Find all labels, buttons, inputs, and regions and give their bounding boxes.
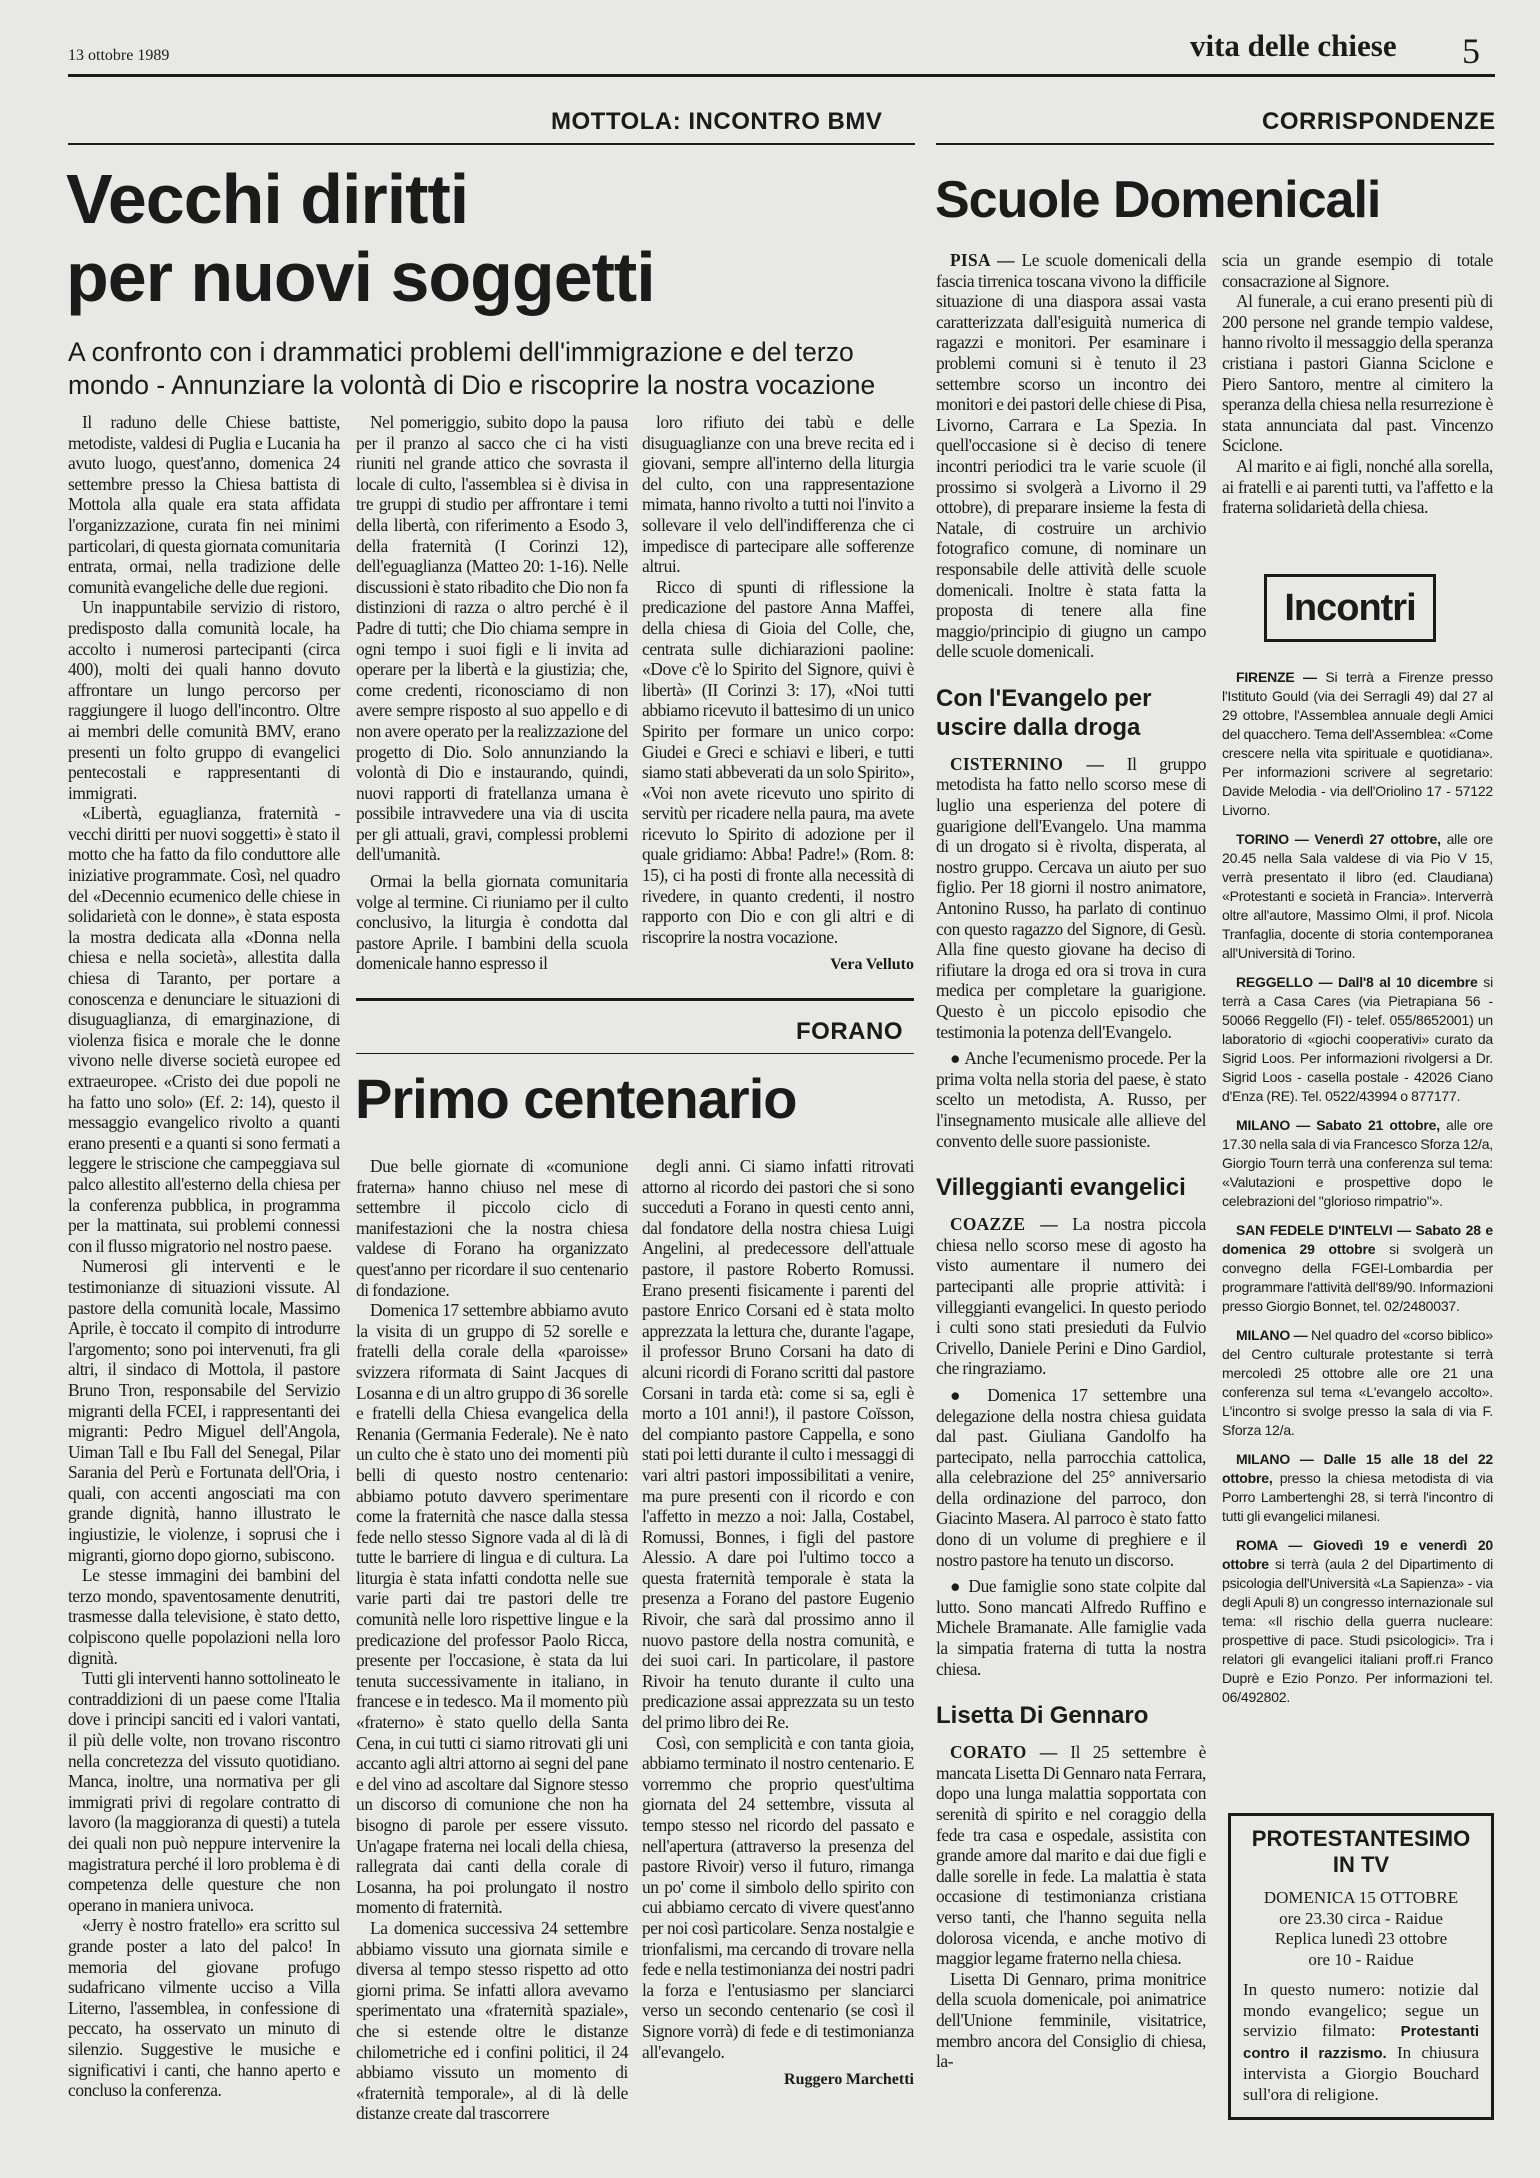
headline-vecchi-diritti bbox=[66, 160, 655, 316]
headline-evangelo-droga: Con l'Evangelo per uscire dalla droga bbox=[936, 684, 1152, 741]
paragraph: PISA — Le scuole domenicali della fascia tirrenica toscana vivono la difficile situazione di una diaspora assai vasta caratterizzata dall'esiguità numerica di ragazzi e monitori. Per esaminare i problemi comuni si è tenuto il 23 settembre scorso un incontro dei monitori e dei pastori delle chiese di Pisa, Livorno, Carrara e La Spezia. In quell'occasione si è deciso di tenere incontri periodici tra le varie scuole (il prossimo si svolgerà a Livorno il 29 ottobre), di preparare insieme la festa di Natale, di costruire un archivio fotografico comune, di nominare un responsabile delle attività delle scuole domenicali. Inoltre è stata fatta la proposta di tenere alla fine maggio/principio di giugno un campo delle scuole domenicali. bbox=[936, 250, 1206, 662]
tv-description: In questo numero: notizie dal mondo evangelico; segue un servizio filmato: Protestanti contro il razzismo. In chiusura intervista a Giorgio Bouchard sull'ora di religione. bbox=[1243, 1980, 1479, 2104]
article2-column-2 bbox=[642, 1156, 914, 2091]
paper-name: vita delle chiese bbox=[1190, 28, 1397, 63]
masthead-rule bbox=[68, 74, 1495, 77]
author-signature: Ruggero Marchetti bbox=[784, 2071, 914, 2089]
dateline: CORATO — bbox=[950, 1742, 1058, 1763]
section-rule-right bbox=[936, 143, 1494, 145]
paragraph: Il raduno delle Chiese battiste, metodiste, valdesi di Puglia e Lucania ha avuto luogo, quest'anno, domenica 24 settembre presso la Chiesa battista di Mottola alla quale era stata affidata l'organizzazione, curata fin nei minimi particolari, di questa giornata comunitaria entrata, ormai, nella tradizione delle comunità evangeliche delle due regioni. bbox=[68, 412, 340, 597]
paragraph: loro rifiuto dei tabù e delle disuguaglianze con una breve recita ed i giovani, sempre all'interno della liturgia del culto, con una rappresentazione mimata, hanno rivolto a tutti noi l'invito a sollevare il velo dell'indifferenza che ci impedisce di partecipare alle sofferenze altrui. bbox=[642, 412, 914, 577]
headline-scuole-domenicali: Scuole Domenicali bbox=[935, 171, 1381, 229]
article1-column-3 bbox=[642, 412, 914, 976]
paragraph: Al funerale, a cui erano presenti più di 200 persone nel grande tempio valdese, hanno rivolto il messaggio della speranza cristiana i pastori Gianna Sciclone e Piero Santoro, mentre al cimitero la speranza della chiesa nella resurrezione è stata annunciata dal past. Vincenzo Sciclone. bbox=[1222, 291, 1493, 456]
article1-column-2 bbox=[356, 412, 628, 974]
paragraph: ● Due famiglie sono state colpite dal lutto. Sono mancati Alfredo Ruffino e Michele Bramanate. Alle famiglie vada la simpatia fraterna di tutta la nostra chiesa. bbox=[936, 1576, 1206, 1679]
tv-schedule-line: DOMENICA 15 OTTOBRE bbox=[1263, 1888, 1459, 1907]
headline-primo-centenario: Primo centenario bbox=[355, 1067, 797, 1130]
paragraph: Un inappuntabile servizio di ristoro, predisposto dalla comunità locale, ha accolto i numerosi partecipanti (circa 400), molti dei quali hanno dovuto affrontare un lungo percorso per raggiungere il luogo dell'incontro. Oltre ai membri delle comunità BMV, erano presenti un folto gruppo di evangelici pentecostali e rappresentanti di immigrati. bbox=[68, 597, 340, 803]
section-label-forano: FORANO bbox=[796, 1018, 903, 1045]
headline-lisetta: Lisetta Di Gennaro bbox=[936, 1702, 1149, 1730]
list-item: SAN FEDELE D'INTELVI — Sabato 28 e domenica 29 ottobre si svolgerà un convegno della FGEI-Lombardia per programmare l'attività dell'89/90. Informazioni presso Giorgio Bonnet, tel. 02/2480037. bbox=[1222, 1222, 1493, 1314]
paragraph: Domenica 17 settembre abbiamo avuto la visita di un gruppo di 52 sorelle e fratelli della corale della «paroisse» svizzera riformata di Saint Jacques di Losanna e di un altro gruppo di 36 sorelle e fratelli della Chiesa evangelica della Renania (Germania Federale). Ne è nato un culto che è stato uno dei momenti più belli di questo nostro centenario: abbiamo potuto davvero sperimentare come la fraternità che nasce dalla stessa fede nello stesso Signore vada al di là di tutte le barriere di lingua e di cultura. La liturgia è stata infatti condotta nelle sue varie parti dai tre pastori delle tre comunità nelle loro rispettive lingue e la predicazione del professor Paolo Ricca, presente per l'occasione, è stata da lui tenuta successivamente in italiano, in francese e in tedesco. Ma il momento più «fraterno» è stato quello della Santa Cena, in cui tutti ci siamo ritrovati gli uni accanto agli altri attorno ai segni del pane e del vino ad ascoltare dal Signore stesso un discorso di comunione che non ha bisogno di parole per essere vissuto. Un'agape fraterna nei locali della chiesa, rallegrata dai canti della corale di Losanna, ha poi prolungato il nostro momento di fraternità. bbox=[356, 1300, 628, 1918]
list-item: FIRENZE — Si terrà a Firenze presso l'Istituto Gould (via dei Serragli 49) dal 27 al 29 ottobre, l'Assemblea annuale degli Amici del quacchero. Tema dell'Assemblea: «Come crescere nella vita spirituale e quotidiana». Per informazioni scrivere al segretario: Davide Melodia - via dell'Oriolino 17 - 57122 Livorno. bbox=[1222, 669, 1493, 818]
paragraph: Lisetta Di Gennaro, prima monitrice della scuola domenicale, poi animatrice dell'Unione femminile, visitatrice, membro ancora del Consiglio di chiesa, la- bbox=[936, 1968, 1206, 2072]
list-item: TORINO — Venerdì 27 ottobre, alle ore 20.45 nella Sala valdese di via Pio V 15, verrà presentato il libro (ed. Claudiana) «Protestanti e società in Francia». Interverrà oltre all'autore, Massimo Olmi, il prof. Nicola Tranfaglia, docente di storia contemporanea all'Università di Torino. bbox=[1222, 831, 1493, 961]
paragraph: Due belle giornate di «comunione fraterna» hanno chiuso nel mese di settembre il piccolo ciclo di manifestazioni che la nostra chiesa valdese di Forano ha organizzato quest'anno per ricordare il suo centenario di fondazione. bbox=[356, 1156, 628, 1300]
author-signature: Vera Velluto bbox=[830, 956, 914, 974]
paragraph: Le stesse immagini dei bambini del terzo mondo, spaventosamente denutriti, trasmesse dalla televisione, è stato detto, colpiscono quelle popolazioni nella loro dignità. bbox=[68, 1565, 340, 1668]
paragraph: «Libertà, eguaglianza, fraternità - vecchi diritti per nuovi soggetti» è stato il motto che ha fatto da filo conduttore alle iniziative programmate. Così, nel quadro del «Decennio ecumenico delle chiese in solidarietà con le donne», è stata esposta la mostra dedicata alla «Donna nella chiesa e nella società», allestita dalla chiesa di Taranto, per portare a conoscenza e denunciare le situazioni di disuguaglianza, di emarginazione, di violenza fisica e morale che le donne vivono nelle diverse società europee ed extraeuropee. «Cristo dei due popoli ne ha fatto uno solo» (Ef. 2: 14), questo il messaggio evangelico rivolto a quanti erano presenti e a quanti si sono fermati a leggere le striscione che campeggiava sul palco allestito all'esterno della chiesa per la conferenza pubblica, in programma per la mattinata, sui problemi connessi con il flusso migratorio nel nostro paese. bbox=[68, 803, 340, 1256]
paragraph: Nel pomeriggio, subito dopo la pausa per il pranzo al sacco che ci ha visti riuniti nel grande attico che sovrasta il locale di culto, l'assemblea si è divisa in tre gruppi di studio per affrontare i temi della libertà, con riferimento a Esodo 3, della fraternità (I Corinzi 12), dell'eguaglianza (Matteo 20: 1-16). Nelle discussioni è stato ribadito che Dio non fa distinzioni di razza o altro perché è il Padre di tutti; che Dio chiama sempre in ogni tempo i suoi figli e li invita ad operare per la libertà e la giustizia; che, come credenti, riconosciamo di non avere sempre risposto al suo appello e di non avere operato per la realizzazione del progetto di Dio. Solo annunziando la volontà di Dio e instaurando, quindi, nuovi rapporti di fratellanza umana è possibile intravvedere una via di uscita per gli attuali, gravi, complessi problemi dell'umanità. bbox=[356, 412, 628, 865]
list-item: MILANO — Dalle 15 alle 18 del 22 ottobre, presso la chiesa metodista di via Porro Lambertenghi 28, si terrà l'incontro di tutti gli evangelici milanesi. bbox=[1222, 1451, 1493, 1524]
tv-title: PROTESTANTESIMO IN TV bbox=[1251, 1826, 1471, 1877]
paragraph: ● Anche l'ecumenismo procede. Per la prima volta nella storia del paese, è stato scelto un metodista, A. Russo, per l'insegnamento musicale alle allieve del convento delle suore passioniste. bbox=[936, 1048, 1206, 1151]
tv-schedule-line: ore 10 - Raidue bbox=[1308, 1949, 1414, 1969]
list-item: MILANO — Sabato 21 ottobre, alle ore 17.30 nella sala di via Francesco Sforza 12/a, Giorgio Tourn terrà una conferenza sul tema: «Valutazioni e prospettive dopo le celebrazioni del "glorioso rimpatrio"». bbox=[1222, 1117, 1493, 1209]
paragraph: CISTERNINO — Il gruppo metodista ha fatto nello scorso mese di luglio una esperienza del potere di guarigione dell'Evangelo. Una mamma di un drogato si è rivolta, disperata, al nostro gruppo. Cercava un aiuto per suo figlio. Per 18 giorni il nostro animatore, Antonino Russo, ha parlato di continuo con questo ragazzo del Signore, di Gesù. Alla fine questo giovane ha deciso di rifiutare la droga ed ora si trova in cura medica per completare la guarigione. Questo è un piccolo episodio che testimonia la potenza dell'Evangelo. bbox=[936, 753, 1206, 1042]
dateline: CISTERNINO — bbox=[950, 753, 1105, 774]
article-divider bbox=[356, 998, 914, 1001]
article1-column-1 bbox=[68, 412, 340, 2101]
paragraph: Ricco di spunti di riflessione la predicazione del pastore Anna Maffei, della chiesa di Gioia del Colle, che, centrata sulle dichiarazioni paoline: «Dove c'è lo Spirito del Signore, quivi è libertà» (II Corinzi 3: 17), «Noi tutti abbiamo ricevuto il battesimo di un unico Spirito per formare un unico corpo: Giudei e Greci e schiavi e liberi, e tutti siamo stati abbeverati da un solo Spirito», «Voi non avete ricevuto uno spirito di servitù per ricadere nella paura, ma avete ricevuto lo Spirito di adozione per il quale gridiamo: Abba! Padre!» (Rom. 8: 15), ci ha posti di fronte alla necessità di rivedere, in quanto credenti, il nostro rapporto con Dio e con gli altri e di riscoprire la nostra vocazione. bbox=[642, 576, 915, 947]
paragraph: degli anni. Ci siamo infatti ritrovati attorno al ricordo dei pastori che si sono succeduti a Forano in questi cento anni, dal fondatore della nostra chiesa Luigi Angelini, al predecessore dell'attuale pastore, il pastore Roberto Romussi. Erano presenti fisicamente i parenti del pastore Enrico Corsani ed è stata molto apprezzata la lettura che, durante l'agape, il professor Bruno Corsani ha dato di alcuni ricordi di Forano scritti dal pastore Corsani in tarda età: come si sa, egli è morto a 101 anni!), il pastore Coïsson, del compianto pastore Cappella, e sono stati poi letti durante il culto i messaggi di vari altri pastori impossibilitati a venire, ma pure presenti con il ricordo e con l'affetto in mezzo a noi: Jalla, Costabel, Romussi, Bonnes, i figli del pastore Alessio. A dare poi l'ultimo tocco a questa fraternità temporale è stata la presenza a Forano del pastore Eugenio Rivoir, che sarà dal prossimo anno il nuovo pastore della nostra comunità, e dei suoi cari. In particolare, il pastore Rivoir ha tenuto durante il culto una predicazione assai apprezzata su un testo del primo libro dei Re. bbox=[642, 1156, 914, 1733]
paragraph: Numerosi gli interventi e le testimonianze di situazioni vissute. Al pastore della comunità locale, Massimo Aprile, è toccato il compito di introdurre l'argomento; sono poi intervenuti, fra gli altri, il sindaco di Mottola, il pastore Bruno Tron, responsabile del Servizio migranti della FCEI, i rappresentanti dei migranti: Pedro Miguel dell'Angola, Uiman Tall e Ibu Fall del Senegal, Pilar Sarania del Perù e Fortunata dell'Oria, i quali, con accenti angosciati ma con grande dignità, hanno illustrato le ingiustizie, le violenze, i soprusi che i migranti, giorno dopo giorno, subiscono. bbox=[68, 1256, 340, 1565]
headline-line-2: per nuovi soggetti bbox=[66, 238, 655, 316]
section-label-mottola: MOTTOLA: INCONTRO BMV bbox=[551, 108, 883, 135]
headline-line-1: Vecchi diritti bbox=[66, 160, 469, 238]
paragraph: Tutti gli interventi hanno sottolineato le contraddizioni di un paese come l'Italia dove i principi sanciti ed i valori vantati, il più delle volte, non trovano riscontro nella concretezza del vissuto quotidiano. Manca, inoltre, una normativa per gli immigrati privi di regolare contratto di lavoro (la maggioranza di questi) a tutela dei quali non può neppure intervenire la magistratura perché il loro problema è di competenza delle questure che non operano in maniera univoca. bbox=[68, 1668, 340, 1915]
paragraph: scia un grande esempio di totale consacrazione al Signore. bbox=[1222, 250, 1493, 291]
incontri-list bbox=[1222, 668, 1493, 1717]
tv-schedule bbox=[1231, 1888, 1491, 1970]
dateline: PISA — bbox=[950, 250, 1015, 270]
paragraph: La domenica successiva 24 settembre abbiamo vissuto una giornata simile e diversa al tempo stesso rispetto ad otto giorni prima. Se infatti allora avevamo sperimentato una «fraternità spaziale», che si estende oltre le distanze chilometriche ed i confini politici, il 24 abbiamo vissuto un momento di «fraternità temporale», al di là delle distanze create dal trascorrere bbox=[356, 1917, 628, 2124]
issue-date: 13 ottobre 1989 bbox=[68, 47, 170, 64]
paragraph: COAZZE — La nostra piccola chiesa nello scorso mese di agosto ha visto aumentare il numero dei partecipanti alle proprie attività: i villeggianti evangelici. In questo periodo i culti sono stati presieduti da Fulvio Crivello, Daniele Perini e Dino Gardiol, che ringraziamo. bbox=[936, 1214, 1206, 1379]
section-rule-forano bbox=[356, 1053, 914, 1054]
headline-villeggianti: Villeggianti evangelici bbox=[936, 1174, 1186, 1202]
list-item: REGGELLO — Dall'8 al 10 dicembre si terrà a Casa Cares (via Pietrapiana 56 - 50066 Reggello (FI) - telef. 055/8652001) un laboratorio di «giochi cooperativi» curato da Sigrid Loos. Per informazioni rivolgersi a Dr. Sigrid Loos - casella postale - 42026 Ciano d'Enza (RE). Tel. 0522/43994 o 877177. bbox=[1222, 974, 1493, 1104]
incontri-title: Incontri bbox=[1284, 587, 1416, 629]
dateline: COAZZE — bbox=[950, 1214, 1058, 1235]
paragraph: «Jerry è nostro fratello» era scritto sul grande poster a lato del palco! In memoria del giovane profugo sudafricano vilmente ucciso a Villa Literno, l'assemblea, in confessione di peccato, ha osservato un minuto di silenzio. Suggestive le musiche e significativi i canti, che hanno aperto e concluso la conferenza. bbox=[68, 1915, 340, 2101]
article2-column-1 bbox=[356, 1156, 628, 2124]
incontri-title-box bbox=[1264, 574, 1436, 642]
list-item: MILANO — Nel quadro del «corso biblico» del Centro culturale protestante si terrà mercoledì 25 ottobre alle ore 21 una conferenza sul tema «L'evangelo accolto». L'incontro si svolge presso la sala di via F. Sforza 12/a. bbox=[1222, 1327, 1493, 1438]
section-rule-left bbox=[68, 143, 915, 145]
page-number: 5 bbox=[1462, 31, 1480, 71]
tv-announcement-box bbox=[1228, 1813, 1494, 2120]
section-label-corrispondenze: CORRISPONDENZE bbox=[1262, 108, 1496, 135]
correspondence-column-2 bbox=[1222, 250, 1493, 518]
paragraph: CORATO — Il 25 settembre è mancata Lisetta Di Gennaro nata Ferrara, dopo una lunga malattia sopportata con serenità di spirito e nel coraggio della fede tra casa e ospedale, assistita con grande amore dal marito e dai due figli e dalle sorelle in fede. La malattia è stata occasione di testimonianza cristiana verso tanti, che l'hanno seguita nella dolorosa vicenda, e anche motivo di maggior legame fraterno nella chiesa. bbox=[936, 1742, 1206, 1969]
paragraph: Ormai la bella giornata comunitaria volge al termine. Ci riuniamo per il culto conclusivo, la liturgia è condotta dal pastore Aprile. I bambini della scuola domenicale hanno espresso il bbox=[356, 871, 628, 974]
list-item: ROMA — Giovedì 19 e venerdì 20 ottobre si terrà (aula 2 del Dipartimento di psicologia dell'Università «La Sapienza» - via degli Apuli 8) un congresso internazionale sul tema: «Il rischio della guerra nucleare: prospettive di pace. Studi psicologici». Tra i relatori gli evangelici italiani proff.ri Franco Duprè e Ezio Ponzo. Per informazioni tel. 06/492802. bbox=[1222, 1537, 1493, 1705]
tv-schedule-line: ore 23.30 circa - Raidue bbox=[1279, 1908, 1443, 1928]
paragraph: Così, con semplicità e con tanta gioia, abbiamo terminato il nostro centenario. E vorremmo che proprio quest'ultima giornata del 24 settembre, vissuta al tempo stesso nel ricordo del passato e nell'apertura (attraverso la presenza del pastore Rivoir) verso il futuro, rimanga un po' come il simbolo dello spirito con cui abbiamo cercato di vivere quest'anno per noi così particolare. Senza nostalgie e trionfalismi, ma cercando di trovare nella fede e nella testimonianza dei nostri padri la forza e l'entusiasmo per slanciarci verso un secondo centenario (se così il Signore vorrà) di fede e di testimonianza all'evangelo. bbox=[642, 1732, 914, 2062]
correspondence-column-1 bbox=[936, 250, 1206, 2072]
article-subtitle: A confronto con i drammatici problemi dell'immigrazione e del terzo mondo - Annunziare la volontà di Dio e riscoprire la nostra vocazione bbox=[68, 337, 876, 400]
tv-schedule-line: Replica lunedì 23 ottobre bbox=[1274, 1929, 1448, 1948]
paragraph: Al marito e ai figli, nonché alla sorella, ai fratelli e ai parenti tutti, va l'affetto e la fraterna solidarietà della chiesa. bbox=[1222, 455, 1493, 518]
paragraph: ● Domenica 17 settembre una delegazione della nostra chiesa guidata dal past. Giuliana Gandolfo ha partecipato, nella parrocchia cattolica, alla celebrazione del 25° anniversario della ordinazione del parroco, don Giacinto Masera. Al parroco è stato fatto dono di un volume di preghiere e il nostro pastore ha tenuto un discorso. bbox=[936, 1384, 1206, 1570]
